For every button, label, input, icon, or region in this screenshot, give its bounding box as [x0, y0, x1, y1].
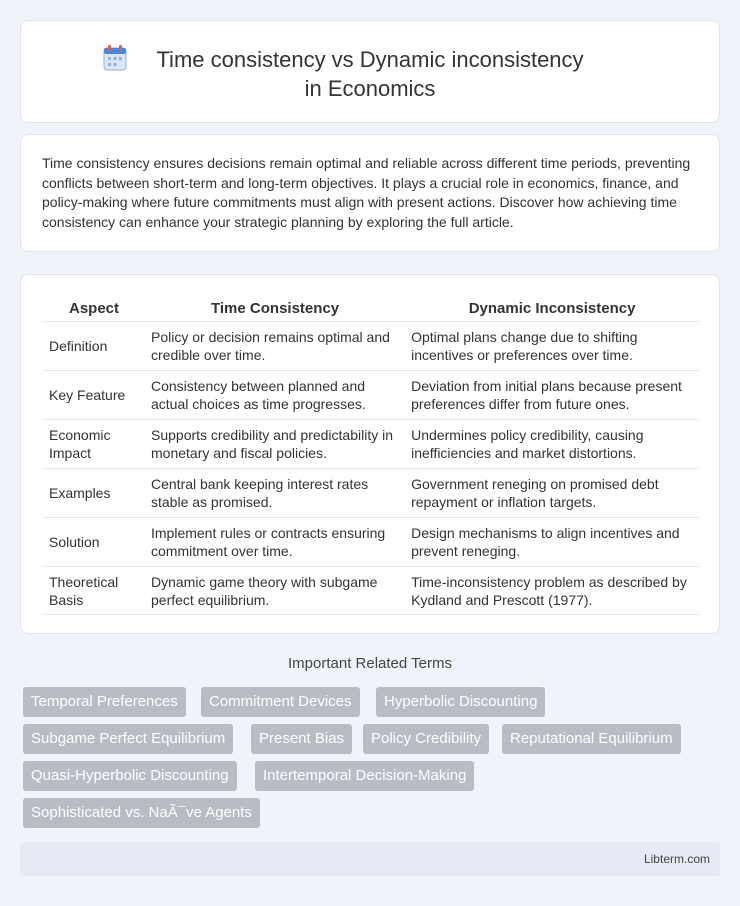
row-aspect: Definition	[43, 321, 145, 370]
related-tag[interactable]: Policy Credibility	[363, 724, 489, 754]
footer-site-link[interactable]: Libterm.com	[643, 852, 710, 866]
table-row	[43, 419, 699, 468]
header-time-consistency: Time Consistency	[211, 299, 340, 317]
table-row	[43, 370, 699, 419]
table-header-row	[43, 295, 699, 321]
row-aspect: Theoretical Basis	[43, 566, 145, 615]
row-time-consistency: Policy or decision remains optimal and credible over time.	[145, 321, 405, 370]
intro-card	[20, 134, 720, 252]
row-time-consistency: Consistency between planned and actual choices as time progresses.	[145, 370, 405, 419]
title-card	[20, 20, 720, 123]
comparison-table	[43, 295, 699, 615]
row-aspect: Solution	[43, 517, 145, 566]
footer	[20, 842, 720, 876]
row-dynamic-inconsistency: Deviation from initial plans because present preferences differ from future ones.	[405, 370, 699, 419]
related-tag[interactable]: Sophisticated vs. NaÃ¯ve Agents	[23, 798, 260, 828]
table-row	[43, 566, 699, 615]
related-tag[interactable]: Reputational Equilibrium	[502, 724, 681, 754]
related-tag[interactable]: Intertemporal Decision-Making	[255, 761, 474, 791]
row-time-consistency: Implement rules or contracts ensuring commitment over time.	[145, 517, 405, 566]
table-row	[43, 468, 699, 517]
header-aspect: Aspect	[68, 299, 120, 317]
table-row	[43, 321, 699, 370]
related-tag[interactable]: Present Bias	[251, 724, 352, 754]
row-time-consistency: Dynamic game theory with subgame perfect equilibrium.	[145, 566, 405, 615]
row-aspect: Economic Impact	[43, 419, 145, 468]
row-dynamic-inconsistency: Time-inconsistency problem as described by Kydland and Prescott (1977).	[405, 566, 699, 615]
related-tag[interactable]: Subgame Perfect Equilibrium	[23, 724, 233, 754]
related-tag[interactable]: Hyperbolic Discounting	[376, 687, 545, 717]
related-tag[interactable]: Quasi-Hyperbolic Discounting	[23, 761, 237, 791]
row-dynamic-inconsistency: Government reneging on promised debt repayment or inflation targets.	[405, 468, 699, 517]
row-dynamic-inconsistency: Design mechanisms to align incentives and prevent reneging.	[405, 517, 699, 566]
row-dynamic-inconsistency: Undermines policy credibility, causing inefficiencies and market distortions.	[405, 419, 699, 468]
row-aspect: Examples	[43, 468, 145, 517]
row-aspect: Key Feature	[43, 370, 145, 419]
row-time-consistency: Central bank keeping interest rates stable as promised.	[145, 468, 405, 517]
comparison-card	[20, 274, 720, 634]
row-time-consistency: Supports credibility and predictability in monetary and fiscal policies.	[145, 419, 405, 468]
page-title: Time consistency vs Dynamic inconsistency in Economics	[156, 47, 584, 101]
header-dynamic-inconsistency: Dynamic Inconsistency	[468, 299, 636, 317]
related-tag[interactable]: Commitment Devices	[201, 687, 360, 717]
related-terms-title: Important Related Terms	[288, 655, 452, 672]
row-dynamic-inconsistency: Optimal plans change due to shifting incentives or preferences over time.	[405, 321, 699, 370]
table-row	[43, 517, 699, 566]
related-tag[interactable]: Temporal Preferences	[23, 687, 186, 717]
intro-paragraph: Time consistency ensures decisions remain optimal and reliable across different time periods, preventing conflicts between short-term and long-term objectives. It plays a crucial role in economics, finance, and policy-making where future commitments must align with present actions. Discover how achieving time consistency can enhance your strategic planning by exploring the full article.	[42, 155, 691, 230]
